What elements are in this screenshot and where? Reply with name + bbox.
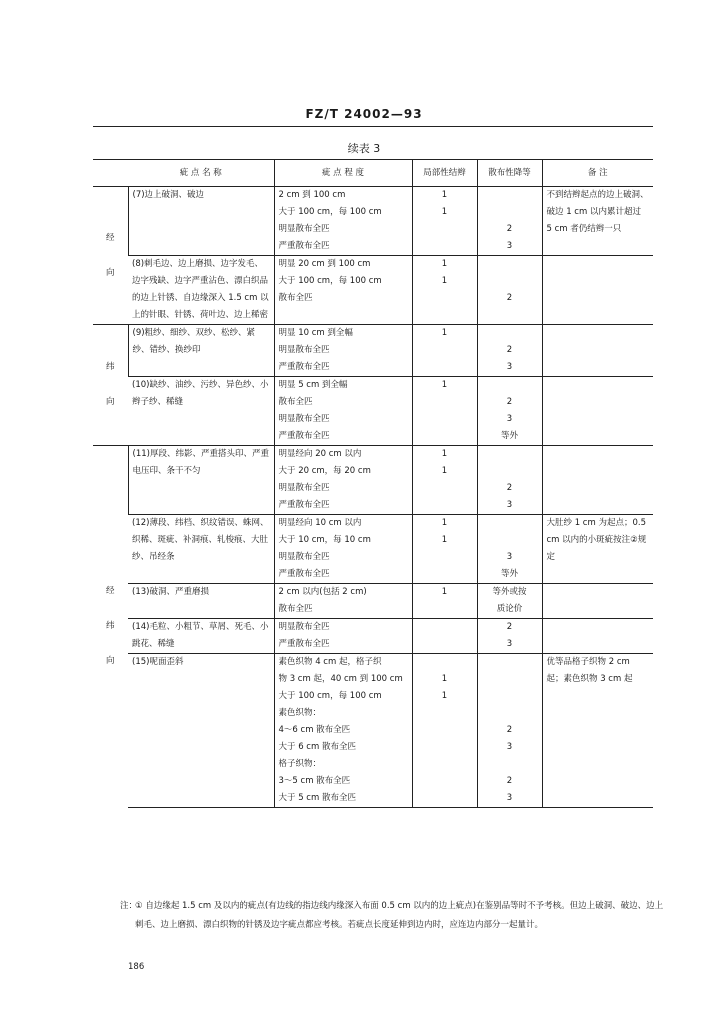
standard-number: FZ/T 24002—93 <box>305 107 423 121</box>
spread-cell <box>477 325 542 377</box>
spread-line <box>478 377 542 394</box>
local-cell <box>412 325 477 377</box>
local-line <box>413 705 477 722</box>
degree-line: 大于 5 cm 散布全匹 <box>278 793 356 803</box>
spread-line: 2 <box>506 622 513 632</box>
remark-cell <box>542 619 653 654</box>
local-line <box>413 756 477 773</box>
defect-name: (7)边上破洞、破边 <box>128 187 274 256</box>
degree-cell <box>274 446 412 515</box>
spread-line <box>478 273 542 290</box>
spread-line: 3 <box>506 362 513 372</box>
table-row <box>93 515 653 584</box>
remark-cell <box>542 256 653 325</box>
degree-line: 格子织物： <box>278 759 322 769</box>
col-name: 疵 点 名 称 <box>128 160 274 187</box>
category-cell <box>93 325 128 446</box>
local-line <box>413 773 477 790</box>
spread-line <box>478 446 542 463</box>
col-category <box>93 160 128 187</box>
table-row <box>93 619 653 654</box>
col-remark: 备 注 <box>542 160 653 187</box>
spread-line <box>478 671 542 688</box>
spread-line <box>478 204 542 221</box>
spread-line: 等外或按 <box>492 587 527 597</box>
col-degree: 疵 点 程 度 <box>274 160 412 187</box>
spread-line: 等外 <box>500 569 518 579</box>
remark-cell: 不到结辫起点的边上破洞、破边 1 cm 以内累计超过 5 cm 者仍结辫一只 <box>542 187 653 256</box>
spread-line <box>478 705 542 722</box>
category-char: 纬 <box>105 362 115 372</box>
spread-cell <box>477 187 542 256</box>
local-cell <box>412 619 477 654</box>
defect-name: (9)粗纱、细纱、双纱、松纱、紧纱、错纱、换纱印 <box>128 325 274 377</box>
table-row <box>93 256 653 325</box>
table-row <box>93 325 653 377</box>
local-line: 1 <box>441 518 448 528</box>
spread-cell <box>477 446 542 515</box>
degree-line: 明显 10 cm 到全幅 <box>278 328 353 338</box>
note-text: ① 自边缘起 1.5 cm 及以内的疵点(有边线的指边线内缘深入布面 0.5 cm 以内的边上疵点)在鉴别品等时不予考核。但边上破洞、破边、边上刺毛、边上磨损、漂白织物的针锈及边字疵点都应考核。若疵点长度延伸到边内时，应连边内部分一起量计。 <box>135 901 664 930</box>
local-cell <box>412 256 477 325</box>
page-number: 186 <box>128 962 145 972</box>
category-char: 向 <box>105 267 115 278</box>
table-row <box>93 584 653 619</box>
spread-line: 3 <box>506 639 513 649</box>
local-line <box>413 290 477 307</box>
degree-line: 严重散布全匹 <box>278 241 330 251</box>
spread-line <box>478 187 542 204</box>
degree-line: 严重散布全匹 <box>278 639 330 649</box>
local-line: 1 <box>441 466 448 476</box>
degree-line: 物 3 cm 起，40 cm 到 100 cm <box>278 674 403 684</box>
degree-line: 明显散布全匹 <box>278 552 330 562</box>
local-line: 1 <box>441 190 448 200</box>
local-line: 1 <box>441 207 448 217</box>
spread-line: 2 <box>506 224 513 234</box>
degree-cell <box>274 619 412 654</box>
degree-cell <box>274 654 412 808</box>
degree-line: 素色织物： <box>278 708 322 718</box>
degree-cell <box>274 584 412 619</box>
local-line <box>413 601 477 618</box>
spread-line: 3 <box>506 241 513 251</box>
degree-line: 明显散布全匹 <box>278 483 330 493</box>
degree-cell <box>274 515 412 584</box>
spread-line <box>478 515 542 532</box>
local-cell <box>412 187 477 256</box>
degree-line: 3～5 cm 散布全匹 <box>278 776 351 786</box>
degree-line: 散布全匹 <box>278 397 313 407</box>
note-label: 注： <box>120 901 138 911</box>
degree-line: 明显散布全匹 <box>278 414 330 424</box>
table-row <box>93 377 653 446</box>
degree-line: 明显经向 20 cm 以内 <box>278 449 362 459</box>
local-line: 1 <box>441 276 448 286</box>
local-line <box>413 790 477 807</box>
local-line: 1 <box>441 449 448 459</box>
spread-line <box>478 256 542 273</box>
table-caption: 续表 3 <box>347 142 381 155</box>
degree-line: 大于 100 cm，每 100 cm <box>278 276 382 286</box>
spread-cell <box>477 654 542 808</box>
degree-line: 大于 20 cm，每 20 cm <box>278 466 371 476</box>
local-line <box>413 480 477 497</box>
degree-line: 散布全匹 <box>278 604 313 614</box>
table-note <box>120 897 665 935</box>
local-line: 1 <box>441 328 448 338</box>
degree-line: 2 cm 以内(包括 2 cm) <box>278 587 367 597</box>
local-line <box>413 359 477 376</box>
defect-name: (11)厚段、纬影、严重搭头印、严重电压印、条干不匀 <box>128 446 274 515</box>
local-line: 1 <box>441 380 448 390</box>
local-line <box>413 411 477 428</box>
spread-cell <box>477 619 542 654</box>
spread-line <box>478 688 542 705</box>
remark-cell <box>542 325 653 377</box>
degree-cell <box>274 256 412 325</box>
local-cell <box>412 377 477 446</box>
degree-line: 大于 100 cm，每 100 cm <box>278 207 382 217</box>
col-local: 局部性结辫 <box>412 160 477 187</box>
degree-cell <box>274 187 412 256</box>
local-line <box>413 566 477 583</box>
degree-line: 散布全匹 <box>278 293 313 303</box>
table-row <box>93 654 653 808</box>
table-row <box>93 446 653 515</box>
degree-line: 明显 5 cm 到全幅 <box>278 380 348 390</box>
category-char: 经 <box>105 586 115 597</box>
spread-line: 2 <box>506 293 513 303</box>
spread-line: 3 <box>506 414 513 424</box>
spread-line: 等外 <box>500 431 518 441</box>
remark-cell <box>542 584 653 619</box>
spread-line: 2 <box>506 483 513 493</box>
header-rule <box>93 126 653 127</box>
defect-name: (10)缺纱、油纱、污纱、异色纱、小辫子纱、稀缝 <box>128 377 274 446</box>
remark-cell: 优等品格子织物 2 cm 起；素色织物 3 cm 起 <box>542 654 653 808</box>
local-line <box>413 221 477 238</box>
local-line <box>413 722 477 739</box>
spread-line: 质论价 <box>496 604 523 614</box>
remark-cell: 大肚纱 1 cm 为起点；0.5 cm 以内的小斑疵按注②规定 <box>542 515 653 584</box>
spread-line: 3 <box>506 552 513 562</box>
spread-line <box>478 325 542 342</box>
local-cell <box>412 584 477 619</box>
local-line <box>413 497 477 514</box>
degree-line: 大于 6 cm 散布全匹 <box>278 742 356 752</box>
degree-line: 严重散布全匹 <box>278 500 330 510</box>
local-line: 1 <box>441 691 448 701</box>
local-cell <box>412 654 477 808</box>
defect-name: (12)薄段、纬档、织纹错误、蛛网、织稀、斑疵、补洞痕、轧梭痕、大肚纱、吊经条 <box>128 515 274 584</box>
local-line: 1 <box>441 587 448 597</box>
local-line <box>413 619 477 636</box>
category-char: 向 <box>105 656 115 667</box>
local-line <box>413 238 477 255</box>
degree-line: 2 cm 到 100 cm <box>278 190 346 200</box>
defect-name: (8)刺毛边、边上磨损、边字发毛、边字残缺、边字严重沾色、漂白织品的边上针锈、自边缘深入 1.5 cm 以上的针眼、针锈、荷叶边、边上稀密 <box>128 256 274 325</box>
defect-name: (14)毛粒、小粗节、草屑、死毛、小跳花、稀缝 <box>128 619 274 654</box>
spread-line: 3 <box>506 793 513 803</box>
spread-line: 3 <box>506 500 513 510</box>
degree-line: 明显散布全匹 <box>278 224 330 234</box>
spread-line: 2 <box>506 725 513 735</box>
degree-line: 素色织物 4 cm 起，格子织 <box>278 657 382 667</box>
spread-line <box>478 756 542 773</box>
spread-line: 2 <box>506 776 513 786</box>
spread-line: 2 <box>506 397 513 407</box>
degree-line: 明显散布全匹 <box>278 622 330 632</box>
local-line <box>413 342 477 359</box>
degree-line: 严重散布全匹 <box>278 431 330 441</box>
local-line <box>413 654 477 671</box>
local-line <box>413 428 477 445</box>
remark-cell <box>542 446 653 515</box>
degree-line: 4～6 cm 散布全匹 <box>278 725 351 735</box>
degree-line: 大于 10 cm，每 10 cm <box>278 535 371 545</box>
local-line: 1 <box>441 674 448 684</box>
spread-cell <box>477 515 542 584</box>
local-cell <box>412 446 477 515</box>
spread-line: 2 <box>506 345 513 355</box>
category-char: 经 <box>105 232 115 243</box>
degree-line: 严重散布全匹 <box>278 362 330 372</box>
defect-name: (13)破洞、严重磨损 <box>128 584 274 619</box>
local-line <box>413 394 477 411</box>
local-line: 1 <box>441 535 448 545</box>
degree-line: 大于 100 cm，每 100 cm <box>278 691 382 701</box>
local-cell <box>412 515 477 584</box>
degree-cell <box>274 377 412 446</box>
defect-table <box>93 159 653 808</box>
category-cell <box>93 187 128 325</box>
spread-line <box>478 463 542 480</box>
degree-line: 明显散布全匹 <box>278 345 330 355</box>
local-line <box>413 636 477 653</box>
degree-line: 明显 20 cm 到 100 cm <box>278 259 371 269</box>
category-cell <box>93 446 128 808</box>
spread-line: 3 <box>506 742 513 752</box>
table-row <box>93 187 653 256</box>
local-line: 1 <box>441 259 448 269</box>
col-spread: 散布性降等 <box>477 160 542 187</box>
spread-cell <box>477 584 542 619</box>
degree-line: 明显经向 10 cm 以内 <box>278 518 362 528</box>
local-line <box>413 739 477 756</box>
spread-line <box>478 654 542 671</box>
spread-cell <box>477 256 542 325</box>
degree-cell <box>274 325 412 377</box>
defect-name: (15)呢面歪斜 <box>128 654 274 808</box>
spread-cell <box>477 377 542 446</box>
category-char: 纬 <box>105 621 115 632</box>
degree-line: 严重散布全匹 <box>278 569 330 579</box>
remark-cell <box>542 377 653 446</box>
local-line <box>413 549 477 566</box>
spread-line <box>478 532 542 549</box>
category-char: 向 <box>105 397 115 407</box>
